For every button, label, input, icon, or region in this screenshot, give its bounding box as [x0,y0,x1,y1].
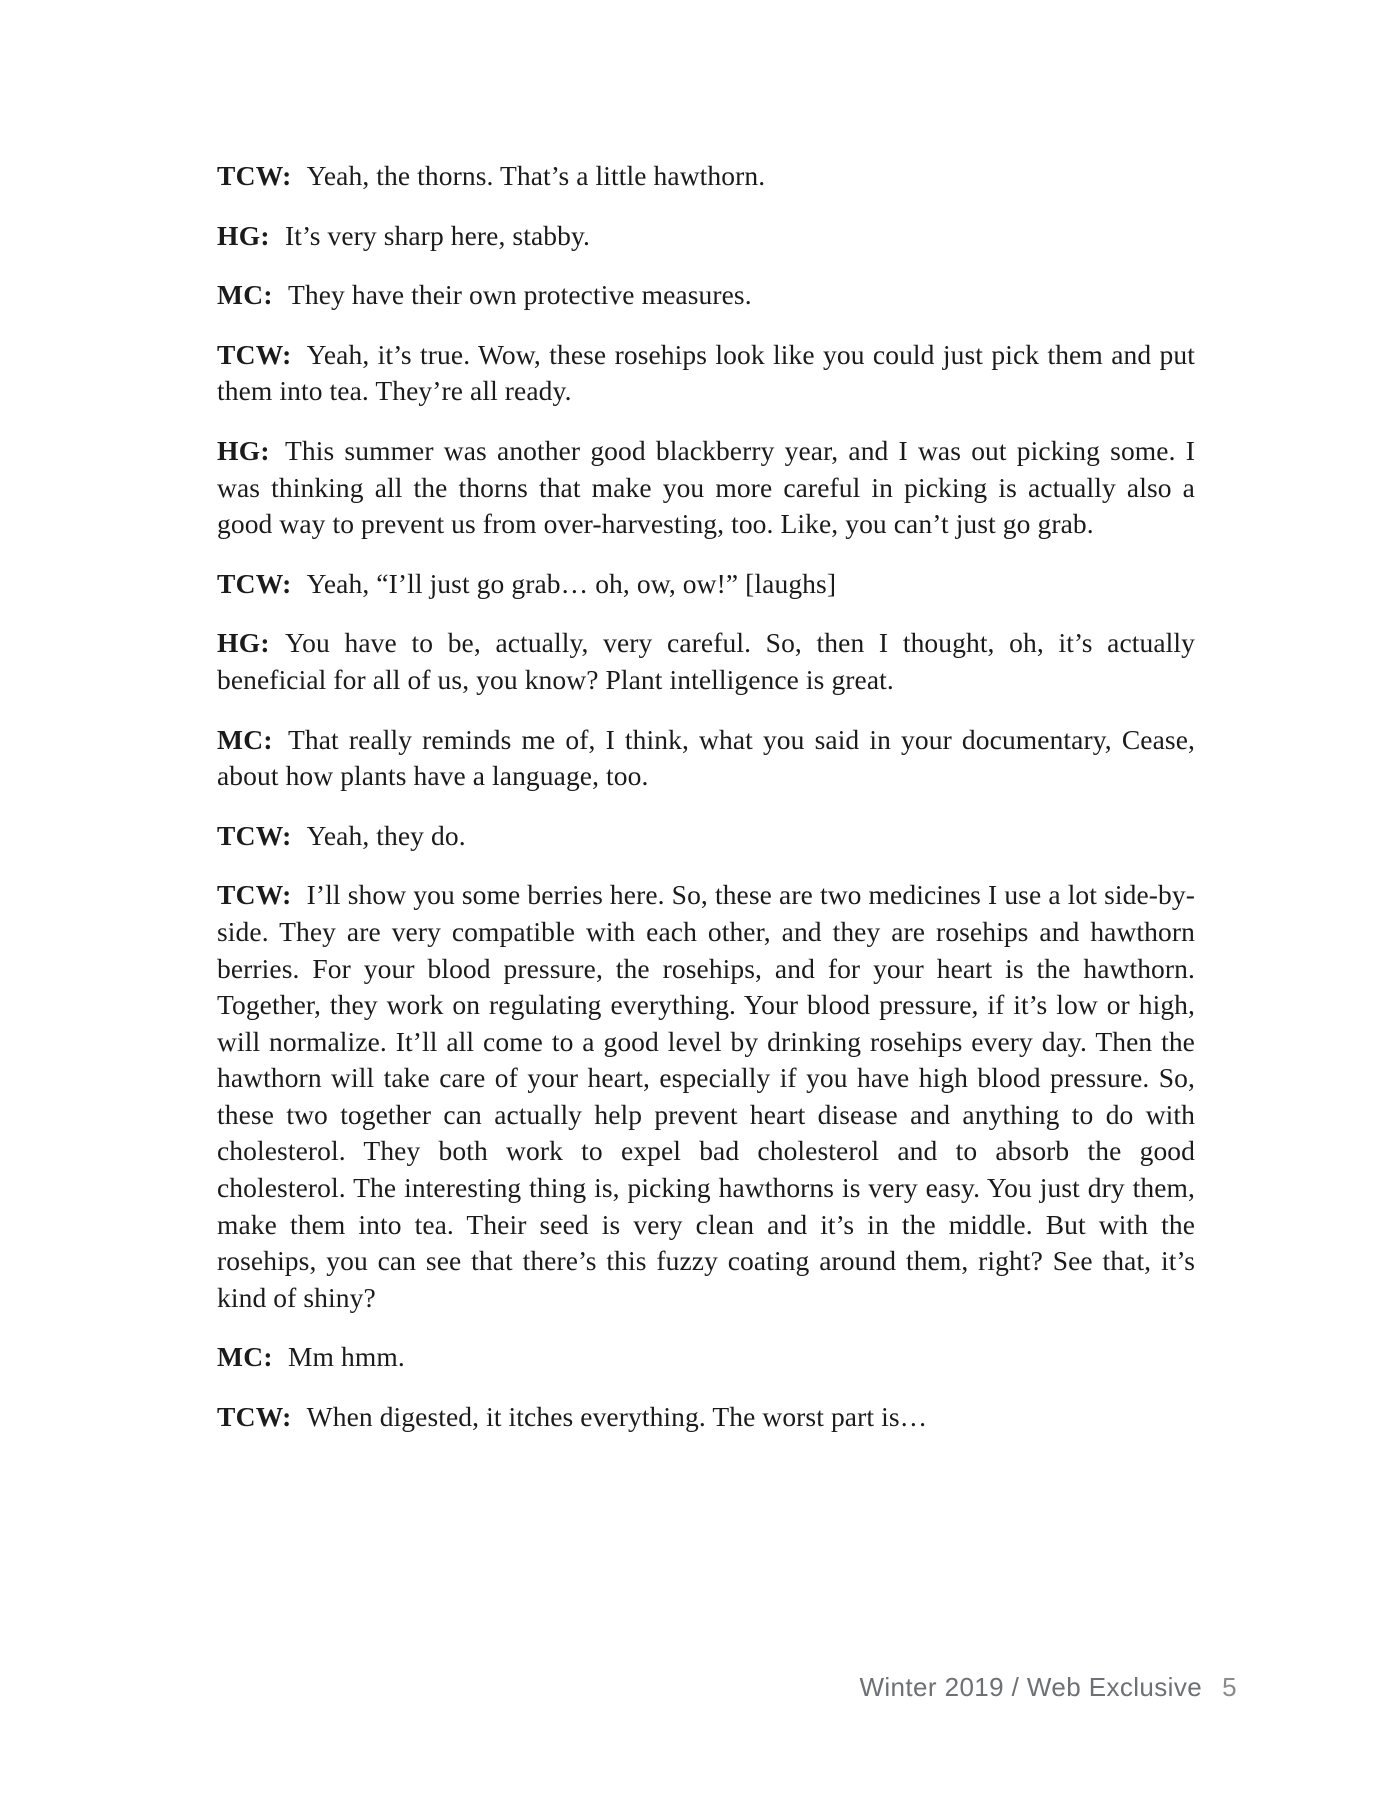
transcript-paragraph [217,158,1195,195]
transcript-paragraph [217,277,1195,314]
transcript-paragraph [217,337,1195,410]
transcript-paragraph [217,1399,1195,1436]
transcript-paragraph [217,566,1195,603]
transcript-paragraph [217,433,1195,543]
speaker-label: MC: [217,723,273,755]
speech-text: I’ll show you some berries here. So, these are two medicines I use a lot side-by-side. They are very compatible with each other, and they are rosehips and hawthorn berries. For your blood pressure, the rosehips, and for your heart is the hawthorn. Together, they work on regulating everything. Your blood pressure, if it’s low or high, will normalize. It’ll all come to a good level by drinking rosehips every day. Then the hawthorn will take care of your heart, especially if you have high blood pressure. So, these two together can actually help prevent heart disease and anything to do with cholesterol. They both work to expel bad cholesterol and to absorb the good cholesterol. The interesting thing is, picking hawthorns is very easy. You just dry them, make them into tea. Their seed is very clean and it’s in the middle. But with the rosehips, you can see that there’s this fuzzy coating around them, right? See that, it’s kind of shiny? [217,879,1195,1313]
speaker-label: HG: [217,434,270,466]
speaker-label: HG: [217,219,270,251]
speaker-label: TCW: [217,1401,292,1433]
speaker-label: TCW: [217,819,292,851]
speech-text: Yeah, “I’ll just go grab… oh, ow, ow!” [laughs] [306,567,837,599]
transcript-paragraph [217,625,1195,698]
speaker-label: TCW: [217,160,292,191]
transcript-paragraph [217,818,1195,855]
speaker-label: TCW: [217,879,292,911]
speaker-label: TCW: [217,338,292,370]
speech-text: Mm hmm. [288,1341,405,1373]
transcript-paragraph [217,722,1195,795]
footer-issue-text: Winter 2019 / Web Exclusive [859,1672,1203,1702]
speech-text: That really reminds me of, I think, what you said in your documentary, Cease, about how plants have a language, too. [217,723,1195,792]
speaker-label: MC: [217,1341,273,1373]
transcript-paragraph [217,218,1195,255]
speech-text: They have their own protective measures. [288,279,752,311]
speech-text: Yeah, they do. [306,819,466,851]
speech-text: Yeah, it’s true. Wow, these rosehips look like you could just pick them and put them into tea. They’re all ready. [217,338,1195,407]
footer-page-number: 5 [1222,1672,1237,1702]
speaker-label: HG: [217,627,270,659]
interview-transcript [217,158,1195,1459]
speech-text: When digested, it itches everything. The worst part is… [306,1401,928,1433]
transcript-paragraph [217,1339,1195,1376]
speech-text: You have to be, actually, very careful. So, then I thought, oh, it’s actually beneficial for all of us, you know? Plant intelligence is great. [217,627,1195,695]
speech-text: Yeah, the thorns. That’s a little hawthorn. [306,160,766,191]
speech-text: It’s very sharp here, stabby. [284,219,591,251]
page-footer [859,1672,1237,1702]
speech-text: This summer was another good blackberry year, and I was out picking some. I was thinking all the thorns that make you more careful in picking is actually also a good way to prevent us from over-harvesting, too. Like, you can’t just go grab. [217,434,1195,540]
transcript-paragraph [217,877,1195,1316]
speaker-label: MC: [217,279,273,311]
speaker-label: TCW: [217,567,292,599]
